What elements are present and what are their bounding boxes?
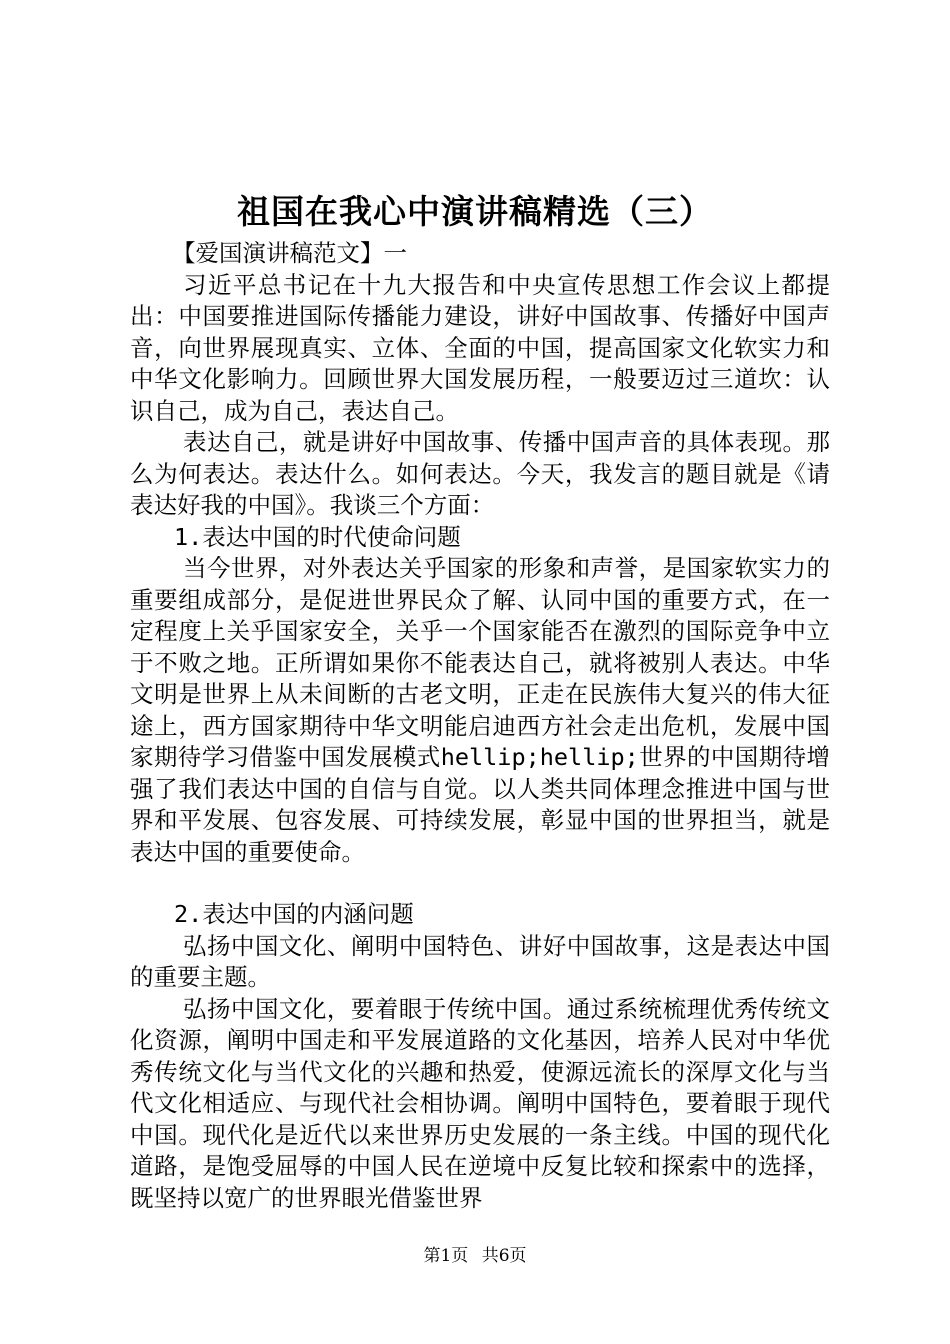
paragraph-gap xyxy=(130,868,830,899)
page-footer xyxy=(0,1241,950,1266)
page-title: 祖国在我心中演讲稿精选（三） xyxy=(237,192,713,231)
page-number: 第1页 xyxy=(423,1246,469,1266)
paragraph-themes: 弘扬中国文化、阐明中国特色、讲好中国故事，这是表达中国的重要主题。 xyxy=(130,931,830,991)
page-total: 共6页 xyxy=(481,1246,527,1266)
document-body xyxy=(130,238,830,1214)
paragraph-culture: 弘扬中国文化，要着眼于传统中国。通过系统梳理优秀传统文化资源，阐明中国走和平发展道路的文化基因，培养人民对中华优秀传统文化与当代文化的兴趣和热爱，使源远流长的深厚文化与当代文化相适应、与现代社会相协调。阐明中国特色，要着眼于现代中国。现代化是近代以来世界历史发展的一条主线。中国的现代化道路，是饱受屈辱的中国人民在逆境中反复比较和探索中的选择，既坚持以宽广的世界眼光借鉴世界 xyxy=(130,994,830,1212)
paragraph-intro: 习近平总书记在十九大报告和中央宣传思想工作会议上都提出：中国要推进国际传播能力建设，讲好中国故事、传播好中国声音，向世界展现真实、立体、全面的中国，提高国家文化软实力和中华文化影响力。回顾世界大国发展历程，一般要迈过三道坎：认识自己，成为自己，表达自己。 xyxy=(130,270,830,425)
lead-line: 【爱国演讲稿范文】一 xyxy=(172,239,407,267)
paragraph-express-self: 表达自己，就是讲好中国故事、传播中国声音的具体表现。那么为何表达。表达什么。如何表达。今天，我发言的题目就是《请表达好我的中国》。我谈三个方面： xyxy=(130,428,830,519)
section-heading-2: 2.表达中国的内涵问题 xyxy=(174,900,414,928)
section-heading-1: 1.表达中国的时代使命问题 xyxy=(174,522,461,551)
paragraph-mission: 当今世界，对外表达关乎国家的形象和声誉，是国家软实力的重要组成部分，是促进世界民众了解、认同中国的重要方式，在一定程度上关乎国家安全，关乎一个国家能否在激烈的国际竞争中立于不败之地。正所谓如果你不能表达自己，就将被别人表达。中华文明是世界上从未间断的古老文明，正走在民族伟大复兴的伟大征途上，西方国家期待中华文明能启迪西方社会走出危机，发展中国家期待学习借鉴中国发展模式hellip;hellip;世界的中国期待增强了我们表达中国的自信与自觉。以人类共同体理念推进中国与世界和平发展、包容发展、可持续发展，彰显中国的世界担当，就是表达中国的重要使命。 xyxy=(130,554,830,866)
